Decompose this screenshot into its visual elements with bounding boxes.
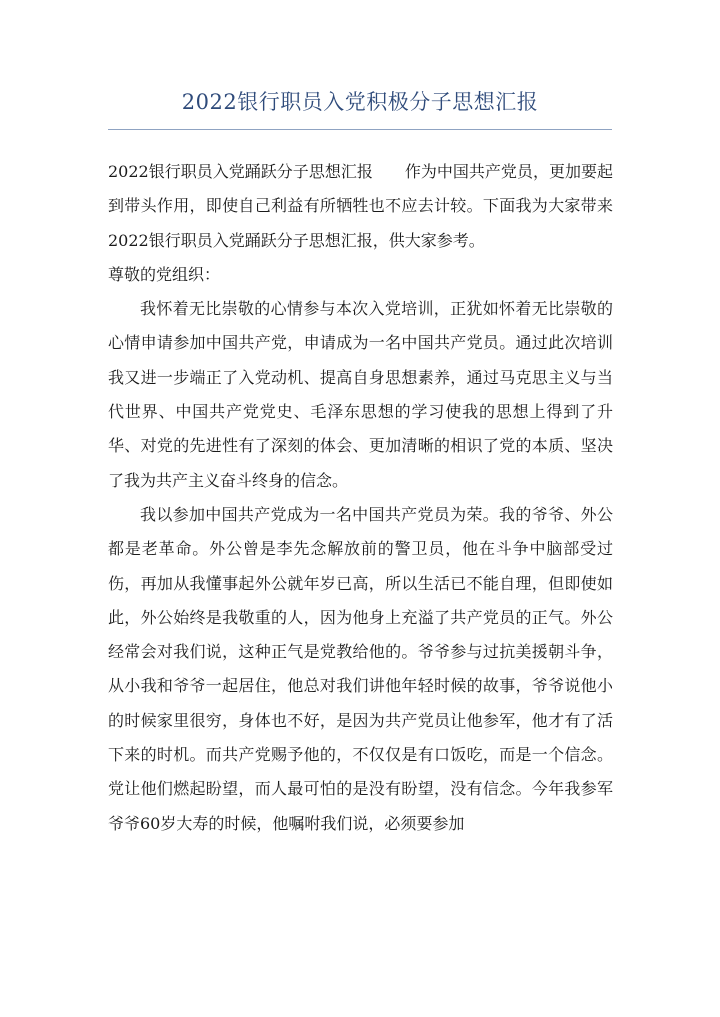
document-title: 2022银行职员入党积极分子思想汇报 [181, 90, 539, 114]
paragraph-intro: 2022银行职员入党踊跃分子思想汇报 作为中国共产党员，更加要起到带头作用，即使自己利益有所牺牲也不应去计较。下面我为大家带来2022银行职员入党踊跃分子思想汇报，供大家参考。 [108, 162, 613, 250]
paragraph-training: 我怀着无比崇敬的心情参与本次入党培训，正犹如怀着无比崇敬的心情申请参加中国共产党，申请成为一名中国共产党员。通过此次培训我又进一步端正了入党动机、提高自身思想素养，通过马克思主义与当代世界、中国共产党党史、毛泽东思想的学习使我的思想上得到了升华、对党的先进性有了深刻的体会、更加清晰的相识了党的本质、坚决了我为共产主义奋斗终身的信念。 [108, 299, 613, 490]
paragraph-salutation: 尊敬的党组织： [108, 264, 221, 284]
document-body [108, 155, 613, 841]
paragraph-family: 我以参加中国共产党成为一名中国共产党员为荣。我的爷爷、外公都是老革命。外公曾是李先念解放前的警卫员，他在斗争中脑部受过伤，再加从我懂事起外公就年岁已高，所以生活已不能自理，但即使如此，外公始终是我敬重的人，因为他身上充溢了共产党员的正气。外公经常会对我们说，这种正气是党教给他的。爷爷参与过抗美援朝斗争，从小我和爷爷一起居住，他总对我们讲他年轻时候的故事，爷爷说他小的时候家里很穷，身体也不好，是因为共产党员让他参军，他才有了活下来的时机。而共产党赐予他的，不仅仅是有口饭吃，而是一个信念。党让他们燃起盼望，而人最可怕的是没有盼望，没有信念。今年我参军爷爷60岁大寿的时候，他嘱咐我们说，必须要参加 [108, 504, 613, 833]
title-divider [108, 129, 612, 130]
